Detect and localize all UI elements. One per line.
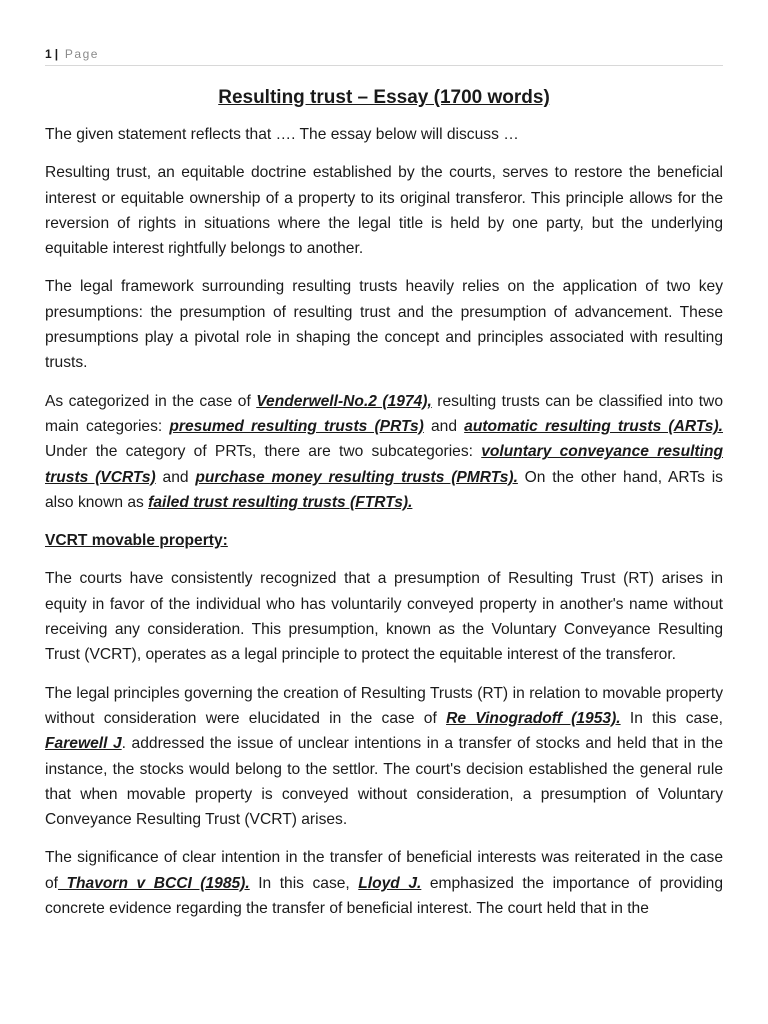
document-body <box>45 84 723 934</box>
paragraph-categories <box>45 389 723 515</box>
page-header <box>45 47 723 66</box>
term-reference: presumed resulting trusts (PRTs) <box>169 417 424 435</box>
paragraph-thavorn <box>45 845 723 921</box>
text-segment: . addressed the issue of unclear intentions in a transfer of stocks and held that in the instance, the stocks would belong to the settlor. The court's decision established the general rule that when movable property is conveyed without consideration, a presumption of Voluntary Conveyance Resulting Trust (VCRT) arises. <box>45 735 723 829</box>
text-segment: In this case, <box>249 874 359 892</box>
essay-title: Resulting trust – Essay (1700 words) <box>218 87 550 108</box>
term-reference: voluntary conveyance resulting trusts (VCRTs) <box>45 443 724 486</box>
text-segment: and <box>423 417 465 435</box>
text-segment: As categorized in the case of <box>45 392 257 410</box>
page-number: 1 <box>45 47 52 61</box>
text-segment: Under the category of PRTs, there are two subcategories: <box>45 443 482 461</box>
text-segment: emphasized the importance of providing concrete evidence regarding the transfer of beneficial interest. The court held that in the <box>45 874 724 918</box>
text-segment: On the other hand, ARTs is also known as <box>45 468 723 511</box>
paragraph-intro: The given statement reflects that …. The essay below will discuss … <box>45 126 519 143</box>
case-reference: Re Vinogradoff (1953). <box>446 709 621 727</box>
paragraph-vinogradoff <box>45 681 723 833</box>
judge-reference: Farewell J <box>45 735 122 753</box>
case-reference: Venderwell-No.2 (1974), <box>256 392 432 410</box>
text-segment: In this case, <box>620 709 723 727</box>
header-separator: | <box>54 47 59 61</box>
judge-reference: Lloyd J. <box>358 874 422 892</box>
section-subheading: VCRT movable property: <box>45 532 228 550</box>
text-segment: The significance of clear intention in the transfer of beneficial interests was reiterated in the case of <box>45 849 723 892</box>
page-label: Page <box>64 47 99 61</box>
term-reference: failed trust resulting trusts (FTRTs). <box>148 493 413 511</box>
term-reference: purchase money resulting trusts (PMRTs). <box>195 468 518 486</box>
paragraph-framework: The legal framework surrounding resulting trusts heavily relies on the application of two key presumptions: the presumption of resulting trust and the presumption of advancement. These presumptions play a pivotal role in shaping the concept and principles associated with resulting trusts. <box>45 278 723 372</box>
paragraph-vcrt: The courts have consistently recognized that a presumption of Resulting Trust (RT) arises in equity in favor of the individual who has voluntarily conveyed property in another's name without receiving any consideration. This presumption, known as the Voluntary Conveyance Resulting Trust (VCRT), operates as a legal principle to protect the equitable interest of the transferor. <box>45 570 723 664</box>
term-reference: automatic resulting trusts (ARTs). <box>464 417 723 435</box>
case-reference: Thavorn v BCCI (1985). <box>58 874 250 892</box>
paragraph-definition: Resulting trust, an equitable doctrine established by the courts, serves to restore the beneficial interest or equitable ownership of a property to its original transferor. This principle allows for the reversion of rights in situations where the legal title is held by one party, but the underlying equitable interest rightfully belongs to another. <box>45 164 723 258</box>
text-segment: resulting trusts can be classified into two main categories: <box>45 392 723 435</box>
text-segment: and <box>155 468 196 486</box>
text-segment: The legal principles governing the creation of Resulting Trusts (RT) in relation to movable property without consideration were elucidated in the case of <box>45 684 723 727</box>
